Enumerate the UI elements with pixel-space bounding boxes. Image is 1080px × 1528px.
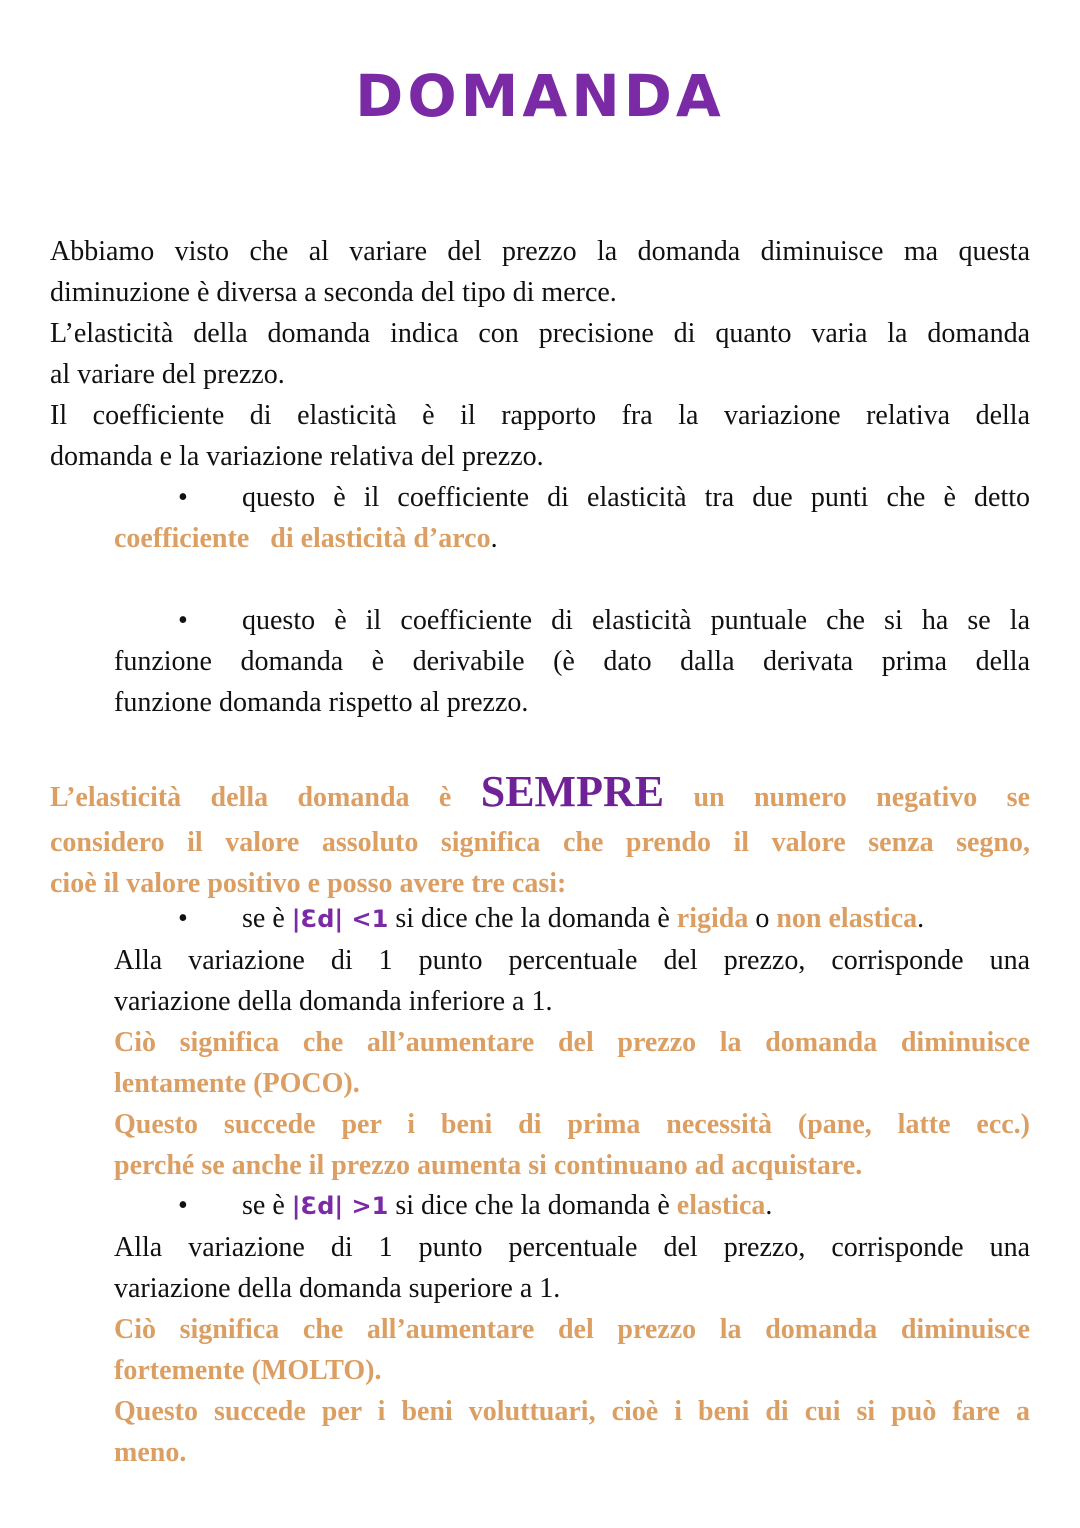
case-note: lentamente (POCO).: [114, 1068, 360, 1099]
case-text: se è: [242, 1190, 292, 1221]
case-note: Ciò significa che all’aumentare del prezzo la domanda diminuisce: [114, 1027, 1030, 1058]
bullet-text: funzione domanda rispetto al prezzo.: [114, 687, 529, 718]
sempre-pre: L’elasticità della domanda è: [50, 782, 481, 813]
coefficient-bullet-point: [50, 600, 1030, 723]
intro-line: domanda e la variazione relativa del prezzo.: [50, 441, 544, 472]
intro-line: Abbiamo visto che al variare del prezzo la domanda diminuisce ma questa: [50, 236, 1030, 267]
case-note: Questo succede per i beni voluttuari, cioè i beni di cui si può fare a: [114, 1396, 1030, 1427]
case-desc: Alla variazione di 1 punto percentuale del prezzo, corrisponde una: [114, 1232, 1030, 1263]
punctuation: .: [917, 903, 925, 934]
term-rigid: rigida: [676, 903, 749, 934]
case-text: o: [748, 903, 777, 934]
intro-line: al variare del prezzo.: [50, 359, 285, 390]
case-note: meno.: [114, 1437, 187, 1468]
sempre-line: cioè il valore positivo e posso avere tre casi:: [50, 868, 567, 899]
term-elastic: elastica: [676, 1190, 766, 1221]
intro-line: L’elasticità della domanda indica con precisione di quanto varia la domanda: [50, 318, 1030, 349]
case-text: si dice che la domanda è: [388, 1190, 677, 1221]
case-note: Ciò significa che all’aumentare del prezzo la domanda diminuisce: [114, 1314, 1030, 1345]
case-desc: variazione della domanda superiore a 1.: [114, 1273, 561, 1304]
bullet-text: questo è il coefficiente di elasticità puntuale che si ha se la: [242, 605, 1030, 636]
punctuation: .: [765, 1190, 773, 1221]
sempre-post: un numero negativo se: [664, 782, 1030, 813]
bullet-icon: •: [178, 482, 188, 513]
sempre-line: considero il valore assoluto significa che prendo il valore senza segno,: [50, 827, 1030, 858]
case-note: perché se anche il prezzo aumenta si continuano ad acquistare.: [114, 1150, 863, 1181]
intro-line: diminuzione è diversa a seconda del tipo di merce.: [50, 277, 617, 308]
sempre-paragraph: [50, 768, 1030, 904]
case-note: Questo succede per i beni di prima necessità (pane, latte ecc.): [114, 1109, 1030, 1140]
case-desc: Alla variazione di 1 punto percentuale del prezzo, corrisponde una: [114, 945, 1030, 976]
case-note: fortemente (MOLTO).: [114, 1355, 382, 1386]
bullet-text: questo è il coefficiente di elasticità tra due punti che è detto: [242, 482, 1030, 513]
case-desc: variazione della domanda inferiore a 1.: [114, 986, 553, 1017]
formula: |Ɛd| >1: [291, 1192, 389, 1220]
punctuation: .: [490, 523, 498, 554]
page-title: DOMANDA: [355, 62, 725, 130]
sempre-emphasis: SEMPRE: [480, 767, 665, 816]
case-rigid: [50, 898, 1030, 1186]
intro-line: Il coefficiente di elasticità è il rapporto fra la variazione relativa della: [50, 400, 1030, 431]
bullet-icon: •: [178, 1190, 188, 1221]
bullet-icon: •: [178, 903, 188, 934]
term-non-elastic: non elastica: [776, 903, 918, 934]
coefficient-bullet-arc: [50, 477, 1030, 559]
formula: |Ɛd| <1: [291, 905, 389, 933]
case-text: si dice che la domanda è: [388, 903, 677, 934]
case-text: se è: [242, 903, 292, 934]
intro-paragraph: [50, 231, 1030, 477]
bullet-icon: •: [178, 605, 188, 636]
bullet-text: funzione domanda è derivabile (è dato dalla derivata prima della: [114, 646, 1030, 677]
case-elastic: [50, 1185, 1030, 1473]
arc-elasticity-term: coefficiente di elasticità d’arco: [114, 523, 491, 554]
